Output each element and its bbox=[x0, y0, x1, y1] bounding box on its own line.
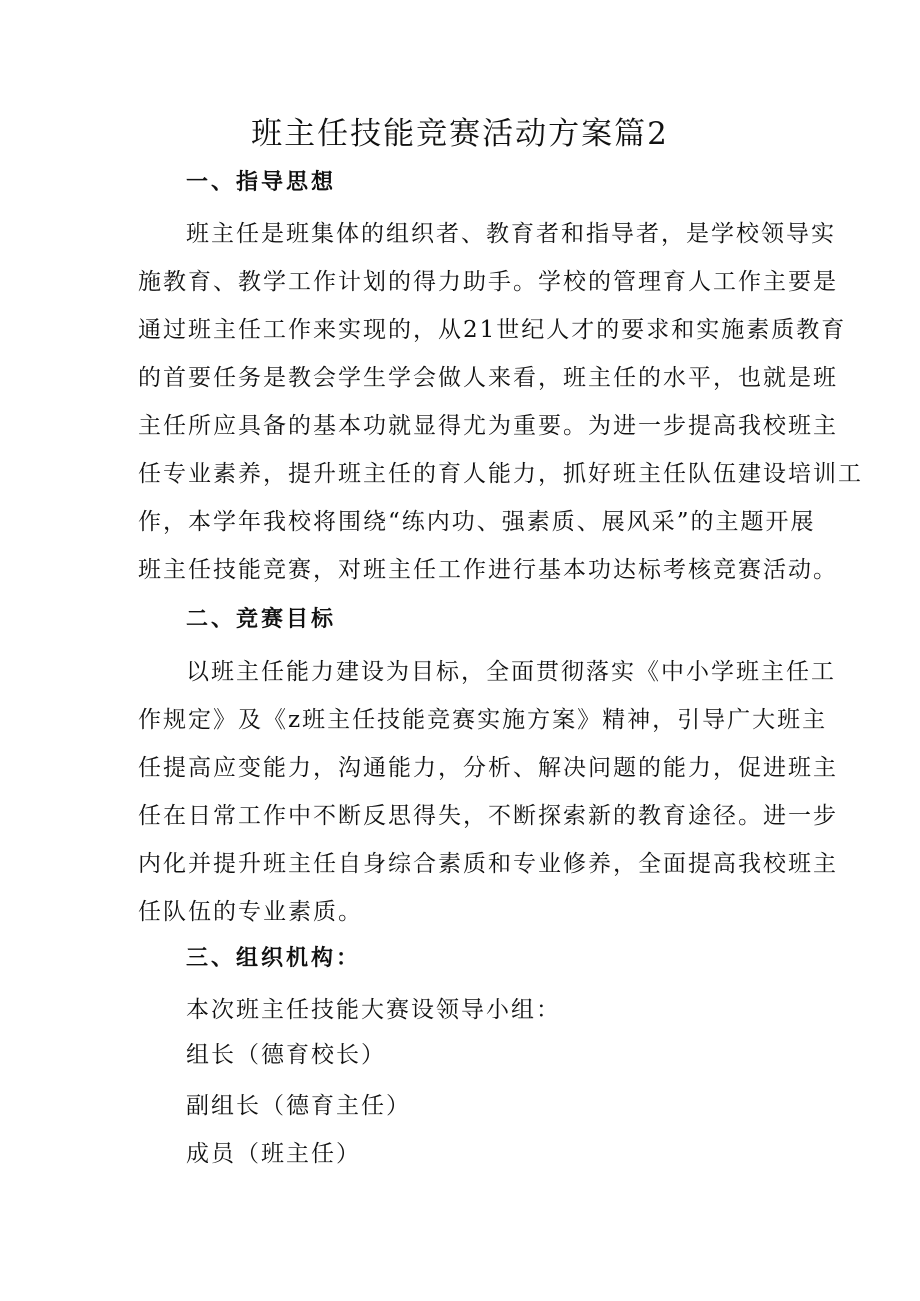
paragraph-line: 作规定》及《z班主任技能竞赛实施方案》精神，引导广大班主 bbox=[138, 707, 828, 733]
paragraph-line: 主任所应具备的基本功就显得尤为重要。为进一步提高我校班主 bbox=[138, 413, 838, 439]
organization-intro: 本次班主任技能大赛设领导小组： bbox=[186, 997, 561, 1023]
paragraph-line: 内化并提升班主任自身综合素质和专业修养，全面提高我校班主 bbox=[138, 851, 838, 877]
organization-member-leader: 组长（德育校长） bbox=[186, 1042, 386, 1068]
section-heading-competition-goals: 二、竞赛目标 bbox=[186, 607, 337, 632]
section-paragraph-guiding-ideology bbox=[138, 210, 863, 594]
paragraph-line: 通过班主任工作来实现的，从21世纪人才的要求和实施素质教育 bbox=[138, 317, 847, 343]
paragraph-line: 任队伍的专业素质。 bbox=[138, 899, 363, 925]
paragraph-line: 班主任是班集体的组织者、教育者和指导者，是学校领导实 bbox=[186, 221, 836, 247]
paragraph-line: 班主任技能竞赛，对班主任工作进行基本功达标考核竞赛活动。 bbox=[138, 557, 838, 583]
organization-member-deputy: 副组长（德育主任） bbox=[186, 1093, 411, 1119]
paragraph-line: 以班主任能力建设为目标，全面贯彻落实《中小学班主任工 bbox=[186, 659, 836, 685]
section-heading-organization: 三、组织机构： bbox=[186, 946, 362, 971]
paragraph-line: 任在日常工作中不断反思得失，不断探索新的教育途径。进一步 bbox=[138, 803, 838, 829]
section-paragraph-competition-goals bbox=[138, 648, 838, 936]
paragraph-line: 施教育、教学工作计划的得力助手。学校的管理育人工作主要是 bbox=[138, 269, 838, 295]
paragraph-line: 任专业素养，提升班主任的育人能力，抓好班主任队伍建设培训工 bbox=[138, 461, 863, 487]
paragraph-line: 的首要任务是教会学生学会做人来看，班主任的水平，也就是班 bbox=[138, 365, 838, 391]
paragraph-line: 作，本学年我校将围绕“练内功、强素质、展风采”的主题开展 bbox=[138, 509, 816, 535]
document-title: 班主任技能竞赛活动方案篇2 bbox=[251, 116, 669, 152]
paragraph-line: 任提高应变能力，沟通能力，分析、解决问题的能力，促进班主 bbox=[138, 755, 838, 781]
organization-member-members: 成员（班主任） bbox=[186, 1141, 361, 1167]
section-heading-guiding-ideology: 一、指导思想 bbox=[186, 170, 337, 195]
